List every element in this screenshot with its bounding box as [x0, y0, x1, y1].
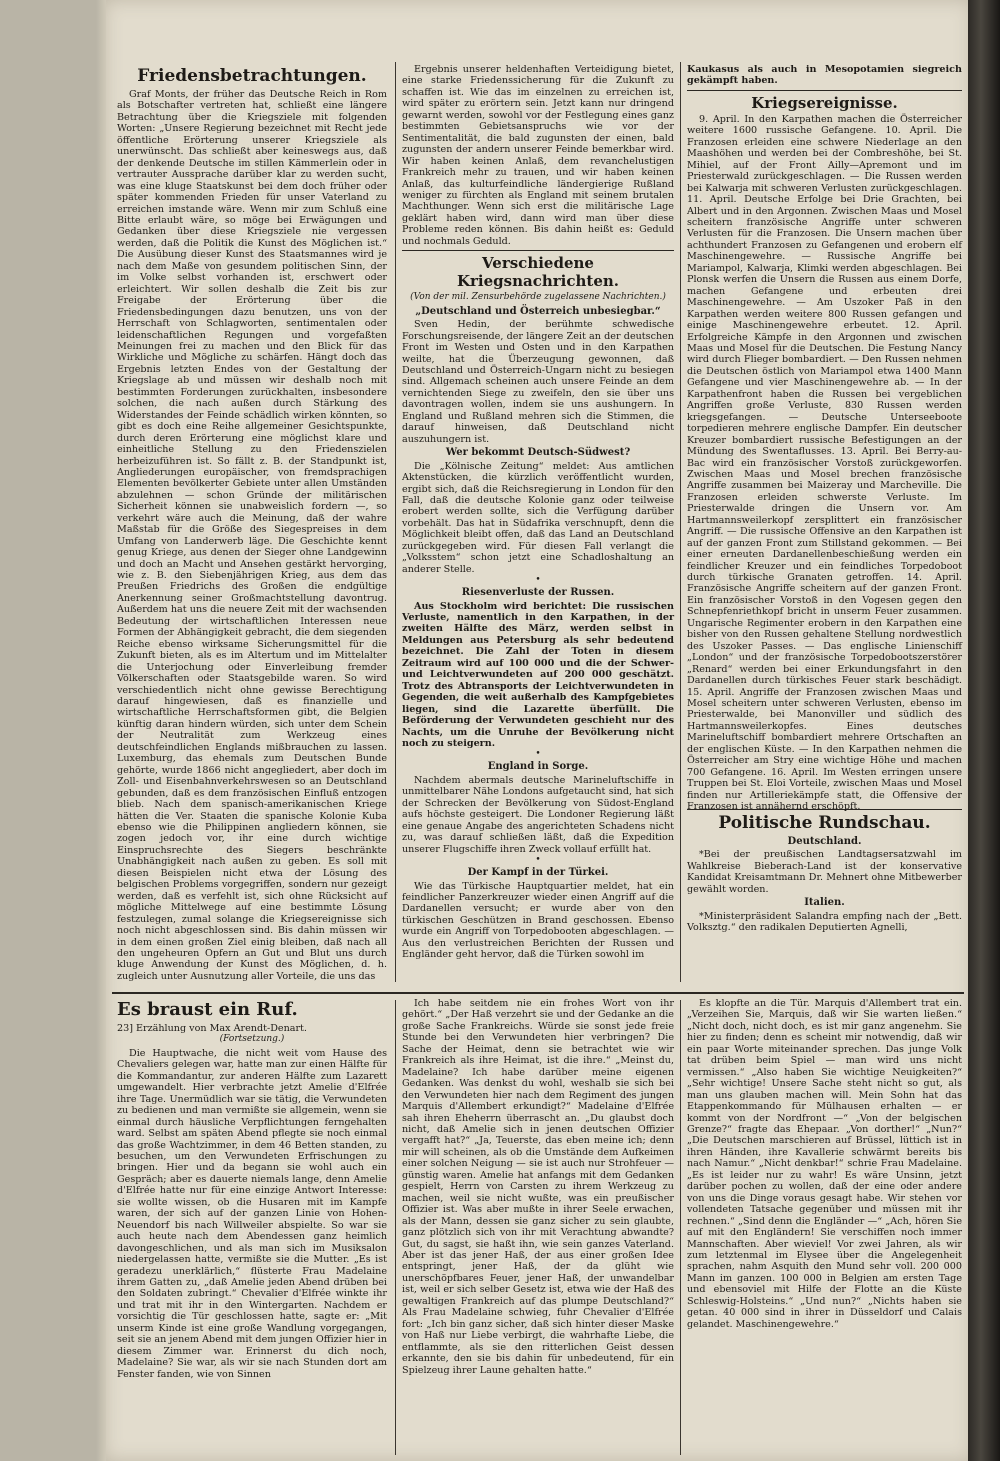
- paragraph: *Ministerpräsident Salandra empfing nach der „Bett. Volksztg.“ den radikalen Deputierten Agnelli,: [687, 910, 962, 934]
- chronicle-list: 9. April. In den Karpathen machen die Österreicher weitere 1600 russische Gefangene. 10. April. Die Franzosen erleiden eine schwere Niederlage an den Maashöhen und werden bei der Combreshöhe, bei St. Mihiel, auf der Front Ailly—Apremont und im Priesterwald zurückgeschlagen. — Die Russen werden bei Kalwarja mit schweren Verlusten zurückgeschlagen. 11. April. Deutsche Erfolge bei Drie Grachten, bei Albert und in den Argonnen. Zwischen Maas und Mosel scheitern französische Angriffe unter schweren Verlusten für die Franzosen. Die Unsern machen über achthundert Franzosen zu Gefangenen und erobern elf Maschinengewehre. — Russische Angriffe bei Mariampol, Kalwarja, Klimki werden abgeschlagen. Bei Plonsk werfen die Unsern die Russen aus einem Dorfe, machen Gefangene und erbeuten drei Maschinengewehre. — Am Uszoker Paß in den Karpathen werden weitere 800 Russen gefangen und einige Maschinengewehre erbeutet. 12. April. Erfolgreiche Kämpfe in den Argonnen und zwischen Maas und Mosel für die Deutschen. Die Festung Nancy wird durch Flieger bombardiert. — Den Russen nehmen die Deutschen östlich von Mariampol etwa 1400 Mann Gefangene und vier Maschinengewehre ab. — In der Karpathenfront haben die Russen bei vergeblichen Angriffen große Verluste, 830 Russen werden kriegsgefangen. — Deutsche Unterseeboote torpedieren mehrere englische Dampfer. Ein deutscher Kreuzer bombardiert russische Befestigungen an der Mündung des Swentaflusses. 13. April. Bei Berry-au-Bac wird ein französischer Vorstoß zurückgeworfen. Zwischen Maas und Mosel brechen französische Angriffe zusammen bei Maizeray und Marcheville. Die Franzosen erleiden schwerste Verluste. Im Priesterwalde dringen die Unsern vor. Am Hartmannsweilerkopf zersplittert ein französischer Angriff. — Die russische Offensive an den Karpathen ist auf der ganzen Front zum Stillstand gekommen. — Bei einer erneuten Dardanellenbeschießung werden ein feindlicher Kreuzer und ein feindliches Torpedoboot durch türkische Granaten getroffen. 14. April. Französische Angriffe scheitern auf der ganzen Front. Ein französischer Vorstoß in den Vogesen gegen den Schnepfenriethkopf bricht in unserm Feuer zusammen. Ungarische Regimenter erobern in den Karpathen eine bisher von den Russen gehaltene Stellung nordwestlich des Uszoker Passes. — Das englische Linienschiff „London“ und der französische Torpedobootszerstörer „Renard“ werden bei einer Erkundungsfahrt in den Dardanellen durch türkisches Feuer stark beschädigt. 15. April. Angriffe der Franzosen zwischen Maas und Mosel scheitern unter schweren Verlusten, ebenso im Priesterwalde, bei Manonviller und südlich des Hartmannsweilerkopfes. Eines deutsches Marineluftschiff bombardiert mehrere Ortschaften an der englischen Küste. — In den Karpathen nehmen die Österreicher am Stry eine wichtige Höhe und machen 700 Gefangene. 16. April. Im Westen erringen unsere Truppen bei St. Eloi Vorteile, zwischen Maas und Mosel finden nur Artilleriekämpfe statt, die Offensive der Franzosen ist annähernd erschöpft.: [687, 113, 962, 813]
- page-edge: [96, 0, 106, 1461]
- article-body: Graf Monts, der früher das Deutsche Reich in Rom als Botschafter vertreten hat, schließt eine längere Betrachtung über die Kriegsziele mit folgenden Worten: „Unsere Regierung bezeichnet mit Recht jede öffentliche Erörterung unserer Kriegsziele als unerwünscht. Das schließt aber keineswegs aus, daß der denkende Deutsche im stillen Kämmerlein oder in vertrauter Aussprache darüber klar zu werden sucht, was eine kluge Staatskunst bei dem doch früher oder später kommenden Frieden für unser Vaterland zu erreichen imstande wäre. Wenn mir zum Schluß eine Bitte erlaubt wäre, so möge bei Erwägungen und Gedanken über diese Kriegsziele nie vergessen werden, daß die Politik die Kunst des Möglichen ist.“ Die Ausübung dieser Kunst des Staatsmannes wird je nach dem Maße von gesundem politischen Sinn, der im Volke selbst vorhanden ist, erschwert oder erleichtert. Wir sollen deshalb die Zeit bis zur Freigabe der Erörterung über die Friedensbedingungen dazu benutzen, uns von der Herrschaft von Schlagworten, sentimentalen oder leidenschaftlichen Regungen und vorgefaßten Meinungen frei zu machen und den Blick für das Wirkliche und Mögliche zu schärfen. Hängt doch das Ergebnis letzten Endes von der Gestaltung der Kriegslage ab und müssen wir deshalb noch mit bestimmten Forderungen zurückhalten, insbesondere solchen, die nach außen durch Stärkung des Widerstandes der Feinde schädlich wirken könnten, so gibt es doch eine Reihe allgemeiner Gesichtspunkte, durch deren Erörterung eine möglichst klare und einheitliche Stellung zu den Friedenszielen herbeizuführen ist. So fällt z. B. der Standpunkt ist, Angliederungen europäischer, von fremdsprachigen Elementen bevölkerter Gebiete unter allen Umständen abzulehnen — schon Gründe der militärischen Sicherheit können sie unabweislich fordern —, so verkehrt wäre auch die Meinung, daß der wahre Maßstab für die Größe des Siegespreises in dem Umfang von Landerwerb läge. Die Geschichte kennt genug Kriege, aus denen der Sieger ohne Landgewinn und doch an Macht und Ansehen gestärkt hervorging, wie z. B. den Siebenjährigen Krieg, aus dem das Preußen Friedrichs des Großen die endgültige Anerkennung seiner Großmachtstellung davontrug. Außerdem hat uns die neuere Zeit mit der wachsenden Bedeutung der wirtschaftlichen Interessen neue Formen der Abhängigkeit gebracht, die dem siegenden Reiche ebenso wirksame Sicherungsmittel für die Zukunft bieten, als es im Altertum und im Mittelalter die Unterjochung oder Einverleibung fremder Völkerschaften oder Staatsgebilde waren. So wird verschiedentlich nicht ohne gewisse Berechtigung darauf hingewiesen, daß es finanzielle und wirtschaftliche Herrschaftsformen gibt, die Belgien künftig daran hindern würden, sich unter dem Schein der Neutralität zum Werkzeug eines deutschfeindlichen Englands mißbrauchen zu lassen. Luxemburg, das ehemals zum Deutschen Bunde gehörte, wurde 1866 nicht angegliedert, aber doch im Zoll- und Eisenbahnverkehrswesen so an Deutschland gebunden, daß es dem französischen Einfluß entzogen blieb. Nach dem spanisch-amerikanischen Kriege hätten die Ver. Staaten die spanische Kolonie Kuba ebenso wie die Philippinen angliedern können, sie zogen jedoch vor, ihr eine durch wichtige Einspruchsrechte des Siegers beschränkte Unabhängigkeit nach außen zu geben. Es soll mit diesen Beispielen nicht etwa der Lösung des belgischen Problems vorgegriffen, sondern nur gezeigt werden, daß es verfehlt ist, sich ohne Rücksicht auf mögliche Mittelwege auf eine bestimmte Lösung festzulegen, zumal solange die Kriegsereignisse sich noch nicht abgeschlossen sind. Bis dahin müssen wir in dem einen großen Ziel einig bleiben, daß nach all den ungeheuren Opfern an Gut und Blut uns durch kluge Anwendung der Kunst des Möglichen, d. h. zugleich unter Ausnutzung aller Vorteile, die uns das: [117, 89, 387, 982]
- binding-strip: [968, 0, 1000, 1461]
- section-title: Verschiedene Kriegsnachrichten.: [456, 254, 620, 291]
- feuilleton-column-2: [402, 998, 674, 1458]
- paragraph: Sven Hedin, der berühmte schwedische Forschungsreisende, der längere Zeit an der deutschen Front im Westen und Osten und in den Karpathen weilte, hat die Überzeugung gewonnen, daß Deutschland und Österreich-Ungarn nicht zu besiegen sind. Allgemach scheinen auch unsere Feinde an dem vernichtenden Siege zu zweifeln, den sie über uns davontragen wollen, indem sie uns aushungern. In England und Rußland mehren sich die Stimmen, die darauf hinweisen, daß Deutschland nicht auszuhungern ist.: [402, 319, 674, 445]
- paragraph: Aus Stockholm wird berichtet: Die russischen Verluste, namentlich in den Karpathen, in der zweiten Hälfte des März, werden selbst in Meldungen aus Petersburg als sehr bedeutend bezeichnet. Die Zahl der Toten in diesem Zeitraum wird auf 100 000 und die der Schwer- und Leichtverwundeten auf 200 000 geschätzt. Trotz des Abtransports der Leichtverwundeten in Gegenden, die weit außerhalb des Kampfgebietes liegen, sind die Lazarette überfüllt. Die Beförderung der Verwundeten geschieht nur des Nachts, um die Unruhe der Bevölkerung nicht noch zu steigern.: [402, 600, 674, 750]
- feuilleton-rule: [112, 992, 964, 994]
- column-friedensbetrachtungen: [117, 64, 387, 984]
- subheading: „Deutschland und Österreich unbesiegbar.“: [415, 305, 661, 317]
- subheading: Riesenverluste der Russen.: [461, 587, 615, 599]
- separator-star: •: [535, 855, 541, 866]
- column-rule: [680, 1000, 681, 1455]
- feuilleton-title: Es braust ein Ruf.: [117, 999, 298, 1020]
- section-divider: [402, 250, 674, 251]
- feuilleton-column-1: [117, 998, 387, 1458]
- subheading: Italien.: [804, 897, 845, 909]
- paragraph: *Bei der preußischen Landtagsersatzwahl im Wahlkreise Bieberach-Land ist der konservative Kandidat Kreisamtmann Dr. Mehnert ohne Mitbewerber gewählt worden.: [687, 849, 962, 895]
- section-title: Politische Rundschau.: [718, 812, 931, 833]
- feuilleton-column-3: [687, 998, 962, 1458]
- column-rule: [680, 62, 681, 982]
- feuilleton-text: Es klopfte an die Tür. Marquis d'Allembert trat ein. „Verzeihen Sie, Marquis, daß wir Sie warten ließen.“ „Nicht doch, nicht doch, es ist mir ganz angenehm. Sie hier zu finden; denn es scheint mir notwendig, daß wir ein paar Worte miteinander sprechen. Das junge Volk tat drüben beim Spiel — man wird uns nicht vermissen.“ „Also haben Sie wichtige Neuigkeiten?“ „Sehr wichtige! Unsere Sache steht nicht so gut, als man uns glauben machen will. Mein Sohn hat das Etappenkommando für Mülhausen erhalten — er kommt von der Nordfront —“ „Von der belgischen Grenze?“ fragte das Ehepaar. „Von dorther!“ „Nun?“ „Die Deutschen marschieren auf Brüssel, lüttich ist in ihren Händen, ihre Kavallerie schwärmt bereits bis nach Namur.“ „Nicht denkbar!“ schrie Frau Madelaine. „Es ist leider nur zu wahr! Es wäre Unsinn, jetzt darüber pochen zu wollen, daß der eine oder andere von uns die Dinge voraus gesagt habe. Wir stehen vor vollendeten Tatsache gegenüber und müssen mit ihr rechnen.“ „Sind denn die Engländer —“ „Ach, hören Sie auf mit den Engländern! Sie verschiffen noch immer Mannschaften. Aber wieviel! Vor zwei Jahren, als wir zum letztenmal im Elysee über die Angelegenheit sprachen, nahm Asquith den Mund sehr voll. 200 000 Mann im ganzen. 100 000 in Belgien am ersten Tage und ebensoviel mit Hilfe der Flotte an die Küste Schleswig-Holsteins.“ „Und nun?“ „Nichts haben sie getan. 40 000 sind in ihrer in Düsseldorf und Calais gelandet. Maschinengewehre.“: [687, 998, 962, 1330]
- subheading: Deutschland.: [787, 835, 862, 847]
- separator-star: •: [535, 575, 541, 586]
- censor-note: (Von der mil. Zensurbehörde zugelassene Nachrichten.): [410, 292, 666, 303]
- column-kriegsnachrichten: [402, 64, 674, 984]
- feuilleton-text: Die Hauptwache, die nicht weit vom Hause des Chevaliers gelegen war, hatte man zur einen Hälfte für die Kommandantur, zur anderen Hälfte zum Lazarett umgewandelt. Hier verbrachte jetzt Amelie d'Elfrée ihre Tage. Unermüdlich war sie tätig, die Verwundeten zu bedienen und man vermißte sie allgemein, wenn sie einmal durch häusliche Verpflichtungen ferngehalten ward. Selbst am späten Abend pflegte sie noch einmal das große Wachtzimmer, in dem 46 Betten standen, zu besuchen, um den Verwundeten Erfrischungen zu bringen. Hier und da begann sie wohl auch ein Gespräch; aber es dauerte niemals lange, denn Amelie d'Elfrée hatte nur für eine einzige Antwort Interesse: sie wollte wissen, ob die Husaren mit im Kampfe waren, der sich auf der ganzen Linie von Hohen-Neuendorf bis nach Willweiler abspielte. So war sie auch heute nach dem Abendessen ganz heimlich davongeschlichen, und als man sich im Musiksalon niedergelassen hatte, vermißte sie die Mutter. „Es ist geradezu unerklärlich,“ flüsterte Frau Madelaine ihrem Gatten zu, „daß Amelie jeden Abend drüben bei den Soldaten zubringt.“ Chevalier d'Elfrée winkte ihr und trat mit ihr in den Wintergarten. Nachdem er vorsichtig die Tür geschlossen hatte, sagte er: „Mit unserm Kinde ist eine große Wandlung vorgegangen, seit sie an jenem Abend mit dem jungen Offizier hier in diesem Zimmer war. Erinnerst du dich noch, Madelaine? Sie war, als wir sie nach Stunden dort am Fenster fanden, wie von Sinnen: [117, 1047, 387, 1380]
- paragraph: Wie das Türkische Hauptquartier meldet, hat ein feindlicher Panzerkreuzer wieder einen Angriff auf die Dardanellen versucht; er wurde aber von den türkischen Geschützen in Brand geschossen. Ebenso wurde ein Angriff von Torpedobooten abgeschlagen. — Aus den verlustreichen Berichten der Russen und Engländer geht hervor, daß die Türken sowohl im: [402, 880, 674, 961]
- section-title: Kriegsereignisse.: [751, 93, 898, 112]
- column-rule: [395, 1000, 396, 1455]
- article-continuation: Kaukasus als auch in Mesopotamien siegreich gekämpft haben.: [687, 64, 962, 87]
- subheading: England in Sorge.: [487, 761, 589, 773]
- article-title: Friedensbetrachtungen.: [137, 66, 367, 86]
- paragraph: Die „Kölnische Zeitung“ meldet: Aus amtlichen Aktenstücken, die kürzlich veröffentlicht wurden, ergibt sich, daß die Reichsregierung in London für den Fall, daß die deutsche Kolonie ganz oder teilweise erobert werden sollte, sich die Verfügung darüber vorbehält. Das hat in Südafrika verschnupft, denn die Möglichkeit bleibt offen, daß das Land an Deutschland zurückgegeben wird. Für diesen Fall verlangt die „Volksstem“ schon jetzt eine Schadloshaltung an anderer Stelle.: [402, 460, 674, 575]
- feuilleton-text: Ich habe seitdem nie ein frohes Wort von ihr gehört.“ „Der Haß verzehrt sie und der Gedanke an die große Sache Frankreichs. Würde sie sonst jede freie Stunde bei den Verwundeten hier verbringen? Die Sache der Heimat, denn sie betrachtet wie wir Frankreich als ihre Heimat, ist die ihre.“ „Meinst du, Madelaine? Ich habe darüber meine eigenen Gedanken. Was denkst du wohl, weshalb sie sich bei den Verwundeten hier nach dem Regiment des jungen Marquis d'Allembert erkundigt?“ Madelaine d'Elfrée sah ihren Eheherrn überrascht an. „Du glaubst doch nicht, daß Amelie sich in jenen deutschen Offizier vergafft hat?“ „Ja, Teuerste, das eben meine ich; denn mir will scheinen, als ob die Umstände dem Aufkeimen einer solchen Neigung — sie ist auch nur Strohfeuer — günstig waren. Amelie hat anfangs mit dem Gedanken gespielt, Herrn von Carsten zu ihrem Werkzeug zu machen, weil sie nicht wußte, was ein preußischer Offizier ist. Was aber mußte in ihrer Seele erwachen, als der Mann, dessen sie ganz sicher zu sein glaubte, ganz plötzlich sich von ihr mit Verachtung abwandte? Gut, du sagst, sie haßt ihn, wie sein ganzes Vaterland. Aber ist das jener Haß, der aus einer großen Idee entspringt, jener Haß, der da glüht wie unerschöpfbares Feuer, jener Haß, der unwandelbar ist, weil er sich selber Gesetz ist, etwa wie der Haß des gewaltigen Frankreich auf das plumpe Deutschland?“ Als Frau Madelaine schwieg, fuhr Chevalier d'Elfrée fort: „Ich bin ganz sicher, daß sich hinter dieser Maske von Haß nur Liebe verbirgt, die wahrhafte Liebe, die entflammte, als sie den ritterlichen Geist dessen erkannte, den sie bis dahin für unbedeutend, für ein Spielzeug ihrer Laune gehalten hatte.“: [402, 998, 674, 1376]
- subheading: Der Kampf in der Türkei.: [467, 867, 609, 879]
- paragraph: Nachdem abermals deutsche Marineluftschiffe in unmittelbarer Nähe Londons aufgetaucht sind, hat sich der Schrecken der Bevölkerung von Südost-England aufs höchste gesteigert. Die Londoner Regierung läßt eine genaue Angabe des angerichteten Schadens nicht zu, was darauf schließen läßt, daß die Expedition unserer Flugschiffe ihren Zweck vollauf erfüllt hat.: [402, 774, 674, 855]
- subheading: Wer bekommt Deutsch-Südwest?: [445, 447, 631, 459]
- separator-star: •: [535, 749, 541, 760]
- section-divider: [687, 90, 962, 91]
- article-continuation: Ergebnis unserer heldenhaften Verteidigung bietet, eine starke Friedenssicherung für die Zukunft zu schaffen ist. Wie das im einzelnen zu erreichen ist, wird später zu erörtern sein. Jetzt kann nur dringend gewarnt werden, sowohl vor der Festlegung eines ganz bestimmten Gebietsanspruchs wie vor der Sentimentalität, die bald zugunsten der einen, bald zugunsten der andern unserer Feinde bemerkbar wird. Wir haben keinen Anlaß, dem revanchelustigen Frankreich mehr zu trauen, und wir haben keinen Anlaß, das kulturfeindliche ländergierige Rußland weniger zu fürchten als England mit seinem brutalen Machthunger. Wenn sich erst die militärische Lage geklärt haben wird, dann wird man über diese Probleme reden können. Bis dahin heißt es: Geduld und nochmals Geduld.: [402, 64, 674, 247]
- column-rule: [395, 62, 396, 982]
- feuilleton-byline: 23] Erzählung von Max Arendt-Denart.: [117, 1023, 307, 1034]
- column-kriegsereignisse: [687, 64, 962, 984]
- feuilleton-continuation-note: (Fortsetzung.): [219, 1034, 285, 1045]
